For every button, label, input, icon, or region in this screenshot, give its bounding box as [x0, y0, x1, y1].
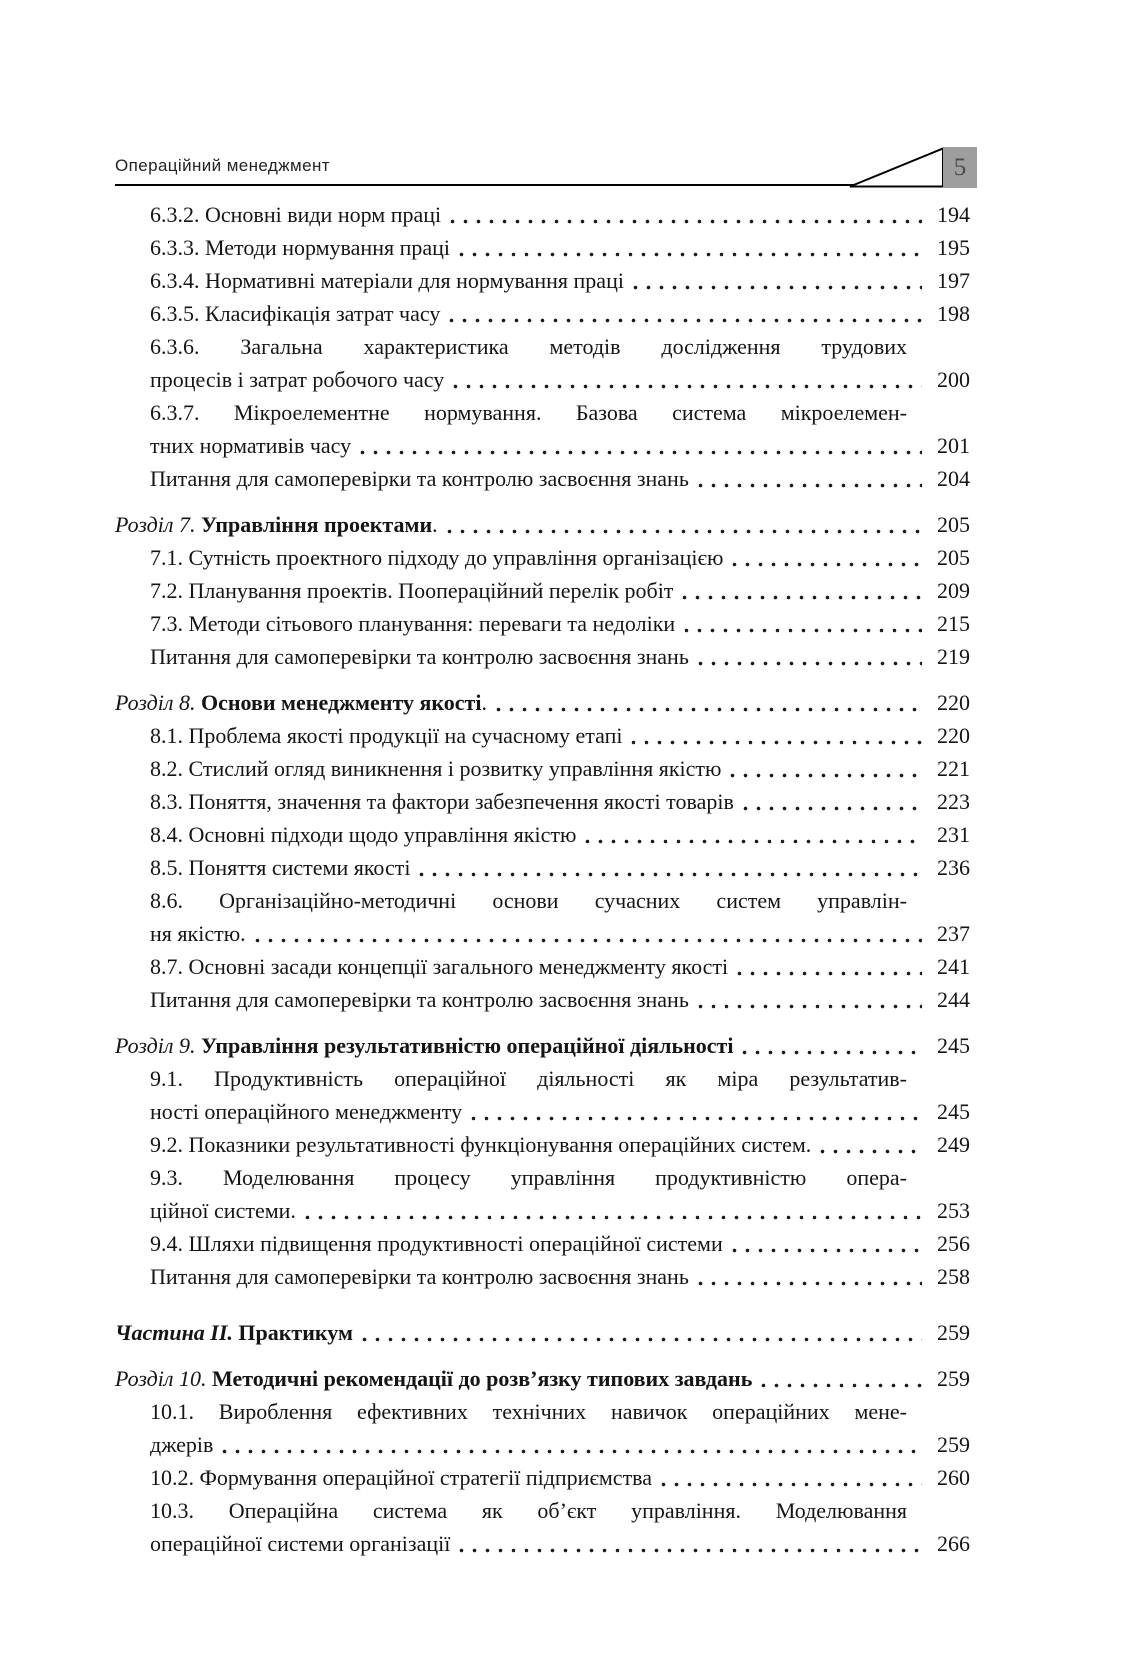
dot-leader [742, 1050, 922, 1055]
dot-leader [698, 483, 922, 488]
toc-entry-line [115, 1095, 970, 1128]
toc-entry-line [115, 1227, 970, 1260]
toc-entry-text [115, 1362, 752, 1395]
toc-text-segment: 6.3.2. Основні види норм праці [150, 202, 442, 227]
corner-triangle-decoration [849, 147, 944, 188]
toc-entry-line [115, 264, 970, 297]
toc-page-number: 223 [937, 789, 970, 814]
toc-text-segment: Питання для самоперевірки та контролю засвоєння знань [150, 1264, 689, 1289]
toc-entry-text [150, 983, 689, 1016]
dot-leader [471, 1116, 922, 1121]
toc-entry-text [150, 541, 723, 574]
dot-leader [450, 219, 922, 224]
toc-text-segment: 9.1. Продуктивність операційної діяльності як міра результатив- [150, 1066, 907, 1091]
toc-text-segment: операційної системи організації [150, 1531, 451, 1556]
toc-entry-text [150, 888, 907, 913]
toc-entry-text [150, 719, 622, 752]
running-header-title: Операційний менеджмент [115, 156, 330, 175]
toc-entry-text [150, 1194, 296, 1227]
toc-entry-text [150, 429, 351, 462]
toc-text-segment: Розділ 9. [115, 1033, 201, 1058]
toc-text-segment: 8.5. Поняття системи якості [150, 855, 411, 880]
toc-entry-line [115, 1461, 970, 1494]
toc-text-segment: . [432, 512, 438, 537]
toc-entry-text [150, 917, 246, 950]
toc-entry-line [115, 1316, 970, 1349]
toc-page-number: 236 [937, 855, 970, 880]
toc-text-segment: джерів [150, 1432, 214, 1457]
toc-page-number: 220 [937, 690, 970, 715]
toc-page-number: 200 [937, 367, 970, 392]
dot-leader [453, 384, 922, 389]
toc-entry-line [115, 1029, 970, 1062]
toc-page-number: 198 [937, 301, 970, 326]
toc-entry-line [115, 950, 970, 983]
toc-entry-line [115, 231, 970, 264]
toc-entry-line [115, 1062, 970, 1095]
dot-leader [585, 839, 922, 844]
toc-entry-line [115, 752, 970, 785]
dot-leader [698, 1004, 922, 1009]
header-rule [115, 184, 857, 186]
toc-entry-line [115, 1128, 970, 1161]
toc-entry-text [115, 508, 438, 541]
toc-text-segment: 6.3.7. Мікроелементне нормування. Базова система мікроелемен- [150, 400, 907, 425]
toc-text-segment: тних нормативів часу [150, 433, 352, 458]
toc-page-number: 245 [937, 1099, 970, 1124]
toc-text-segment: 7.1. Сутність проектного підходу до управління організацією [150, 545, 724, 570]
toc-page-number: 245 [937, 1033, 970, 1058]
toc-page-number: 259 [937, 1320, 970, 1345]
toc-page-number: 204 [937, 466, 970, 491]
toc-entry-text [150, 1461, 652, 1494]
toc-entry-text [150, 752, 721, 785]
toc-entry-line [115, 983, 970, 1016]
toc-entry-line [115, 1362, 970, 1395]
dot-leader [682, 595, 922, 600]
toc-entry-text [150, 231, 450, 264]
toc-entry-line [115, 462, 970, 495]
toc-entry-text [150, 462, 689, 495]
toc-text-segment: Розділ 10. [115, 1366, 212, 1391]
dot-leader [447, 529, 922, 534]
dot-leader [222, 1449, 922, 1454]
toc-entry-text [150, 198, 441, 231]
toc-page-number: 221 [937, 756, 970, 781]
toc-text-segment: 6.3.3. Методи нормування праці [150, 235, 451, 260]
toc-entry-line [115, 297, 970, 330]
dot-leader [698, 1281, 922, 1286]
dot-leader [255, 938, 922, 943]
page-number: 5 [953, 153, 967, 181]
dot-leader [698, 661, 922, 666]
toc-page-number: 220 [937, 723, 970, 748]
toc-entry-line [115, 508, 970, 541]
toc-page-number: 266 [937, 1531, 970, 1556]
toc-entry-line [115, 785, 970, 818]
toc-page-number: 244 [937, 987, 970, 1012]
toc-page-number: 197 [937, 268, 970, 293]
toc-text-segment: . [481, 690, 487, 715]
toc-entry-text [150, 1227, 723, 1260]
toc-entry-line [115, 719, 970, 752]
toc-text-segment: 10.1. Вироблення ефективних технічних навичок операційних мене- [150, 1399, 907, 1424]
toc-entry-text [150, 1095, 462, 1128]
toc-page-number: 231 [937, 822, 970, 847]
dot-leader [732, 562, 922, 567]
toc-page-number: 259 [937, 1432, 970, 1457]
toc-page-number: 260 [937, 1465, 970, 1490]
toc-entry-text [150, 785, 734, 818]
toc-entry-text [150, 1260, 689, 1293]
dot-leader [449, 318, 922, 323]
toc-text-segment: 7.3. Методи сітьового планування: переваги та недоліки [150, 611, 676, 636]
toc-entry-text [115, 1029, 733, 1062]
toc-text-segment: Розділ 7. [115, 512, 201, 537]
dot-leader [732, 1248, 922, 1253]
toc-text-segment: ційної системи. [150, 1198, 296, 1223]
page-number-box [943, 147, 977, 188]
toc-entry-text [150, 400, 907, 425]
toc-entry-line [115, 851, 970, 884]
toc-entry-line [115, 884, 970, 917]
dot-leader [633, 285, 922, 290]
dot-leader [362, 1337, 922, 1342]
toc-text-segment: Частина II. [115, 1320, 239, 1345]
toc-text-segment: 8.7. Основні засади концепції загального менеджменту якості [150, 954, 729, 979]
toc-text-segment: ності операційного менеджменту [150, 1099, 463, 1124]
toc-page-number: 205 [937, 545, 970, 570]
dot-leader [730, 773, 922, 778]
toc-entry-text [150, 950, 728, 983]
toc-page-number: 237 [937, 921, 970, 946]
toc-entry-line [115, 574, 970, 607]
toc-entry-line [115, 541, 970, 574]
toc-entry-text [150, 851, 410, 884]
toc-entry-line [115, 607, 970, 640]
toc-entry-text [150, 1428, 213, 1461]
toc-page-number: 249 [937, 1132, 970, 1157]
toc-entry-text [150, 640, 689, 673]
toc-entry-line [115, 917, 970, 950]
toc-page-number: 209 [937, 578, 970, 603]
dot-leader [737, 971, 922, 976]
dot-leader [459, 1548, 922, 1553]
dot-leader [360, 450, 922, 455]
toc-entry-line [115, 330, 970, 363]
toc-entry-text [150, 1165, 907, 1190]
dot-leader [820, 1149, 922, 1154]
toc-text-segment: Питання для самоперевірки та контролю засвоєння знань [150, 644, 689, 669]
toc-entry-line [115, 1527, 970, 1560]
toc-text-segment: Питання для самоперевірки та контролю засвоєння знань [150, 466, 689, 491]
toc-entry-text [150, 607, 675, 640]
toc-entry-line [115, 363, 970, 396]
toc-text-segment: Управління результативністю операційної діяльності [200, 1033, 734, 1058]
toc-entry-text [150, 1527, 450, 1560]
toc-entry-line [115, 429, 970, 462]
dot-leader [419, 872, 922, 877]
toc-entry-line [115, 1428, 970, 1461]
toc-text-segment: Розділ 8. [115, 690, 201, 715]
toc-entry-line [115, 1260, 970, 1293]
toc-page-number: 253 [937, 1198, 970, 1223]
toc-entry-text [150, 264, 624, 297]
toc-page-number: 195 [937, 235, 970, 260]
toc-entry-line [115, 1494, 970, 1527]
dot-leader [305, 1215, 922, 1220]
dot-leader [761, 1383, 922, 1388]
toc-text-segment: 9.2. Показники результативності функціонування операційних систем. [150, 1132, 812, 1157]
toc-text-segment: процесів і затрат робочого часу [150, 367, 445, 392]
page-header [115, 146, 977, 188]
toc-text-segment: ня якістю. [150, 921, 246, 946]
toc-entry-line [115, 686, 970, 719]
toc-entry-text [150, 574, 673, 607]
toc-entry-text [150, 1128, 811, 1161]
toc-text-segment: 8.6. Організаційно-методичні основи сучасних систем управлін- [150, 888, 907, 913]
toc-text-segment: 10.3. Операційна система як об’єкт управління. Моделювання [150, 1498, 907, 1523]
toc-entry-line [115, 818, 970, 851]
toc-entry-line [115, 396, 970, 429]
toc-entry-text [150, 297, 440, 330]
toc-page-number: 201 [937, 433, 970, 458]
toc-text-segment: 6.3.5. Класифікація затрат часу [150, 301, 441, 326]
dot-leader [459, 252, 922, 257]
toc-list [115, 198, 970, 1560]
toc-text-segment: 9.4. Шляхи підвищення продуктивності операційної системи [150, 1231, 723, 1256]
toc-text-segment: 8.1. Проблема якості продукції на сучасному етапі [150, 723, 623, 748]
toc-text-segment: 8.3. Поняття, значення та фактори забезпечення якості товарів [150, 789, 734, 814]
toc-entry-line [115, 198, 970, 231]
toc-text-segment: 8.2. Стислий огляд виникнення і розвитку управління якістю [150, 756, 722, 781]
toc-entry-text [150, 1066, 907, 1091]
dot-leader [631, 740, 922, 745]
toc-entry-text [150, 818, 576, 851]
toc-entry-text [150, 334, 907, 359]
toc-text-segment: Методичні рекомендації до розв’язку типових завдань [211, 1366, 753, 1391]
toc-page-number: 215 [937, 611, 970, 636]
toc-page-number: 241 [937, 954, 970, 979]
toc-text-segment: Питання для самоперевірки та контролю засвоєння знань [150, 987, 689, 1012]
toc-page-number: 194 [937, 202, 970, 227]
dot-leader [661, 1482, 922, 1487]
toc-entry-text [115, 686, 487, 719]
toc-page-number: 258 [937, 1264, 970, 1289]
toc-entry-text [150, 1399, 907, 1424]
toc-text-segment: Основи менеджменту якості [200, 690, 482, 715]
dot-leader [743, 806, 922, 811]
toc-text-segment: 8.4. Основні підходи щодо управління якістю [150, 822, 577, 847]
toc-entry-line [115, 1395, 970, 1428]
toc-entry-line [115, 1161, 970, 1194]
toc-page-number: 256 [937, 1231, 970, 1256]
toc-page-number: 205 [937, 512, 970, 537]
dot-leader [496, 707, 922, 712]
toc-page-number: 259 [937, 1366, 970, 1391]
toc-entry-text [115, 1316, 353, 1349]
toc-text-segment: 9.3. Моделювання процесу управління продуктивністю опера- [150, 1165, 907, 1190]
toc-entry-text [150, 1498, 907, 1523]
toc-page-number: 219 [937, 644, 970, 669]
toc-entry-line [115, 1194, 970, 1227]
toc-text-segment: Управління проектами [200, 512, 433, 537]
toc-text-segment: 7.2. Планування проектів. Поопераційний перелік робіт [150, 578, 674, 603]
toc-entry-line [115, 640, 970, 673]
toc-entry-text [150, 363, 444, 396]
toc-text-segment: Практикум [238, 1320, 353, 1345]
toc-text-segment: 6.3.4. Нормативні матеріали для нормування праці [150, 268, 624, 293]
toc-text-segment: 6.3.6. Загальна характеристика методів дослідження трудових [150, 334, 907, 359]
toc-text-segment: 10.2. Формування операційної стратегії підприємства [150, 1465, 653, 1490]
dot-leader [684, 628, 922, 633]
